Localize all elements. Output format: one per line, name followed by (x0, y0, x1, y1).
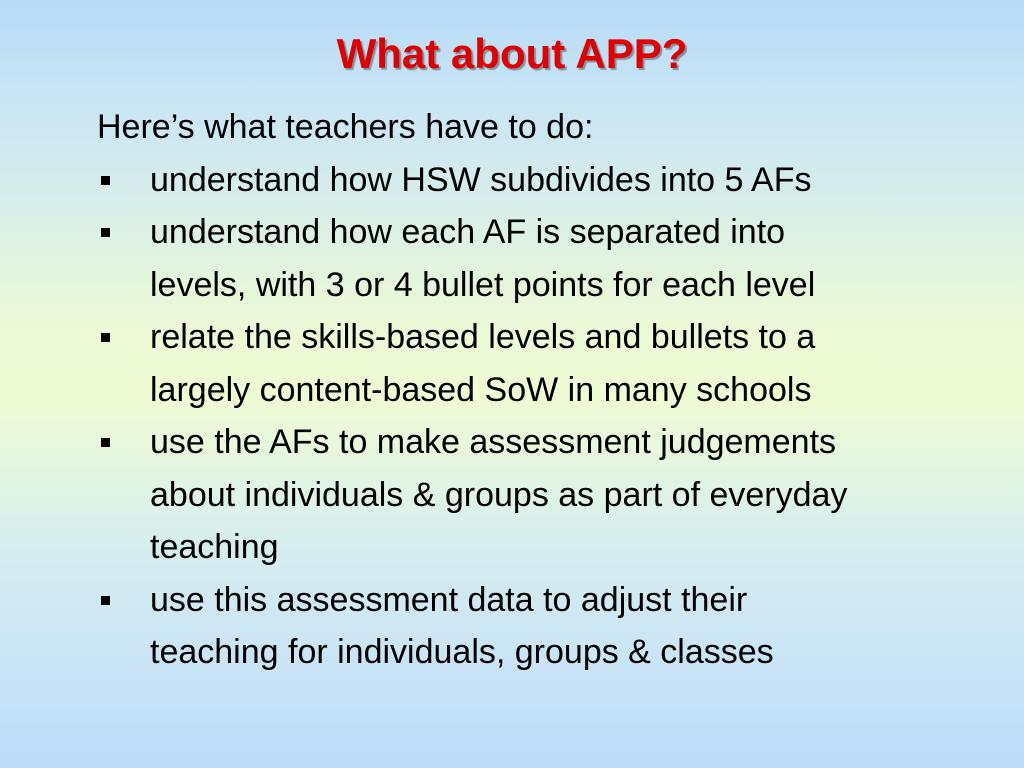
slide-body (97, 101, 997, 679)
bullet-item (97, 154, 997, 207)
slide-title: What about APP? (336, 30, 688, 77)
intro-text: Here’s what teachers have to do: (97, 108, 594, 146)
bullet-item (97, 574, 997, 679)
bullet-text: teaching (150, 528, 279, 566)
bullet-item (97, 311, 997, 416)
square-bullet-icon (101, 333, 110, 342)
bullet-item (97, 206, 997, 311)
square-bullet-icon (101, 228, 110, 237)
bullet-text: use the AFs to make assessment judgements (150, 423, 837, 461)
bullet-text: understand how HSW subdivides into 5 AFs (150, 160, 812, 199)
square-bullet-icon (101, 176, 110, 185)
bullet-item (97, 416, 997, 574)
bullet-text: understand how each AF is separated into (150, 213, 786, 251)
square-bullet-icon (101, 438, 110, 447)
bullet-text: about individuals & groups as part of everyday (150, 475, 848, 514)
bullet-text: levels, with 3 or 4 bullet points for each level (150, 265, 816, 304)
bullet-list (97, 154, 997, 679)
bullet-text: relate the skills-based levels and bullets to a (150, 318, 816, 356)
square-bullet-icon (101, 596, 110, 605)
bullet-text: teaching for individuals, groups & classes (150, 633, 774, 671)
bullet-text: largely content-based SoW in many schools (150, 370, 812, 409)
bullet-text: use this assessment data to adjust their (150, 580, 748, 619)
